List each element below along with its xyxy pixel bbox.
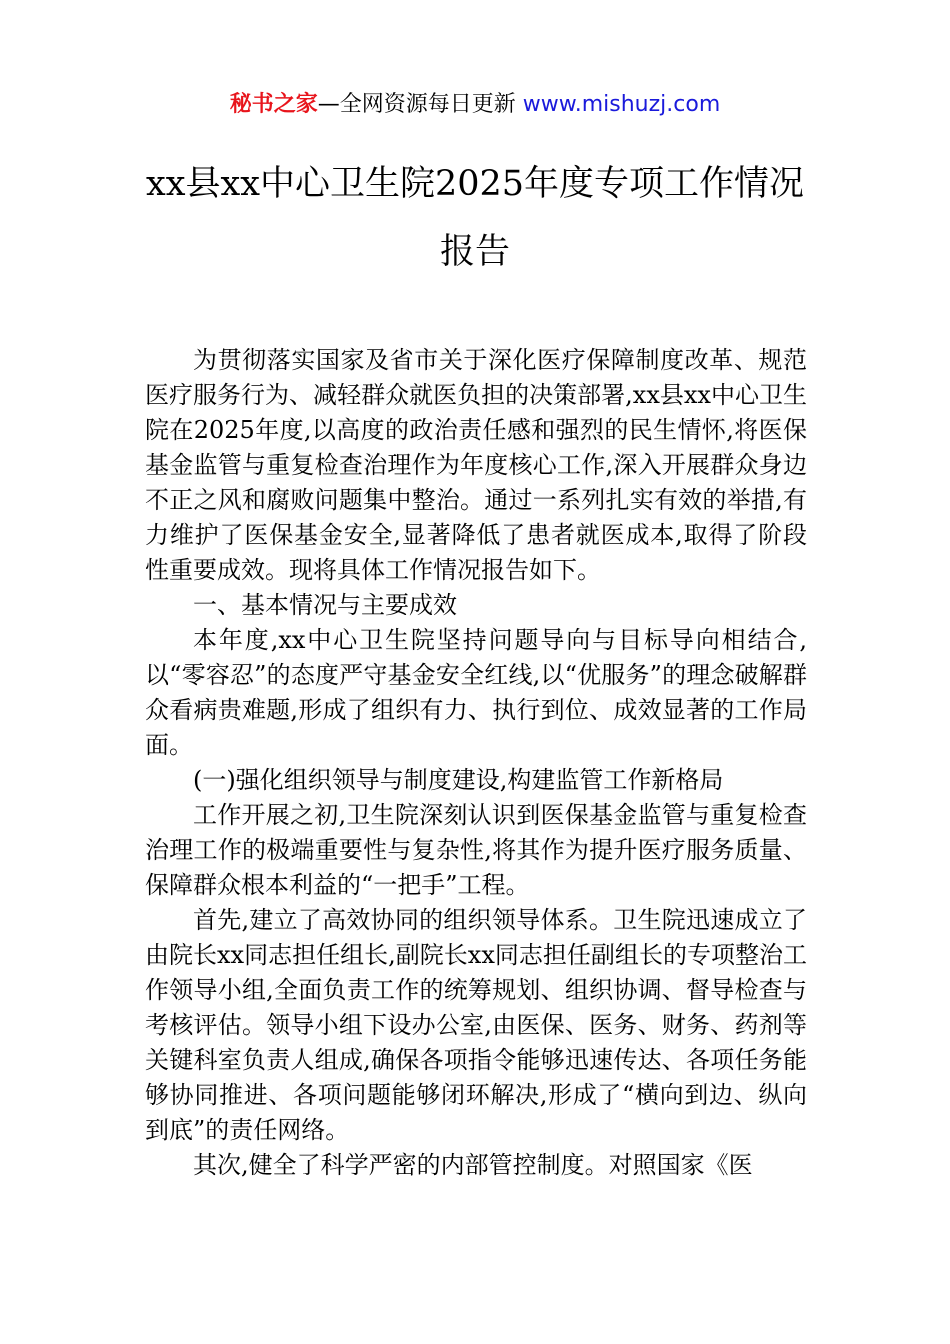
site-tagline: —全网资源每日更新 [317,92,523,117]
paragraph: 首先,建立了高效协同的组织领导体系。卫生院迅速成立了由院长xx同志担任组长,副院长xx同志担任副组长的专项整治工作领导小组,全面负责工作的统筹规划、组织协调、督导检查与考核评估。领导小组下设办公室,由医保、医务、财务、药剂等关键科室负责人组成,确保各项指令能够迅速传达、各项任务能够协同推进、各项问题能够闭环解决,形成了“横向到边、纵向到底”的责任网络。 [145,906,807,1144]
paragraph: 本年度,xx中心卫生院坚持问题导向与目标导向相结合,以“零容忍”的态度严守基金安全红线,以“优服务”的理念破解群众看病贵难题,形成了组织有力、执行到位、成效显著的工作局面。 [145,626,807,759]
paragraph: 工作开展之初,卫生院深刻认识到医保基金监管与重复检查治理工作的极端重要性与复杂性,将其作为提升医疗服务质量、保障群众根本利益的“一把手”工程。 [145,801,807,899]
paragraph: 其次,健全了科学严密的内部管控制度。对照国家《医 [193,1151,753,1179]
site-name: 秘书之家 [229,92,318,117]
site-header [0,88,950,122]
document-title: xx县xx中心卫生院2025年度专项工作情况报告 [145,164,805,272]
subsection-heading: (一)强化组织领导与制度建设,构建监管工作新格局 [193,766,724,794]
section-heading: 一、基本情况与主要成效 [193,591,457,619]
site-url-link[interactable]: www.mishuzj.com [522,92,721,117]
paragraph: 为贯彻落实国家及省市关于深化医疗保障制度改革、规范医疗服务行为、减轻群众就医负担的决策部署,xx县xx中心卫生院在2025年度,以高度的政治责任感和强烈的民生情怀,将医保基金监管与重复检查治理作为年度核心工作,深入开展群众身边不正之风和腐败问题集中整治。通过一系列扎实有效的举措,有力维护了医保基金安全,显著降低了患者就医成本,取得了阶段性重要成效。现将具体工作情况报告如下。 [145,346,807,584]
document-body [145,343,807,1183]
